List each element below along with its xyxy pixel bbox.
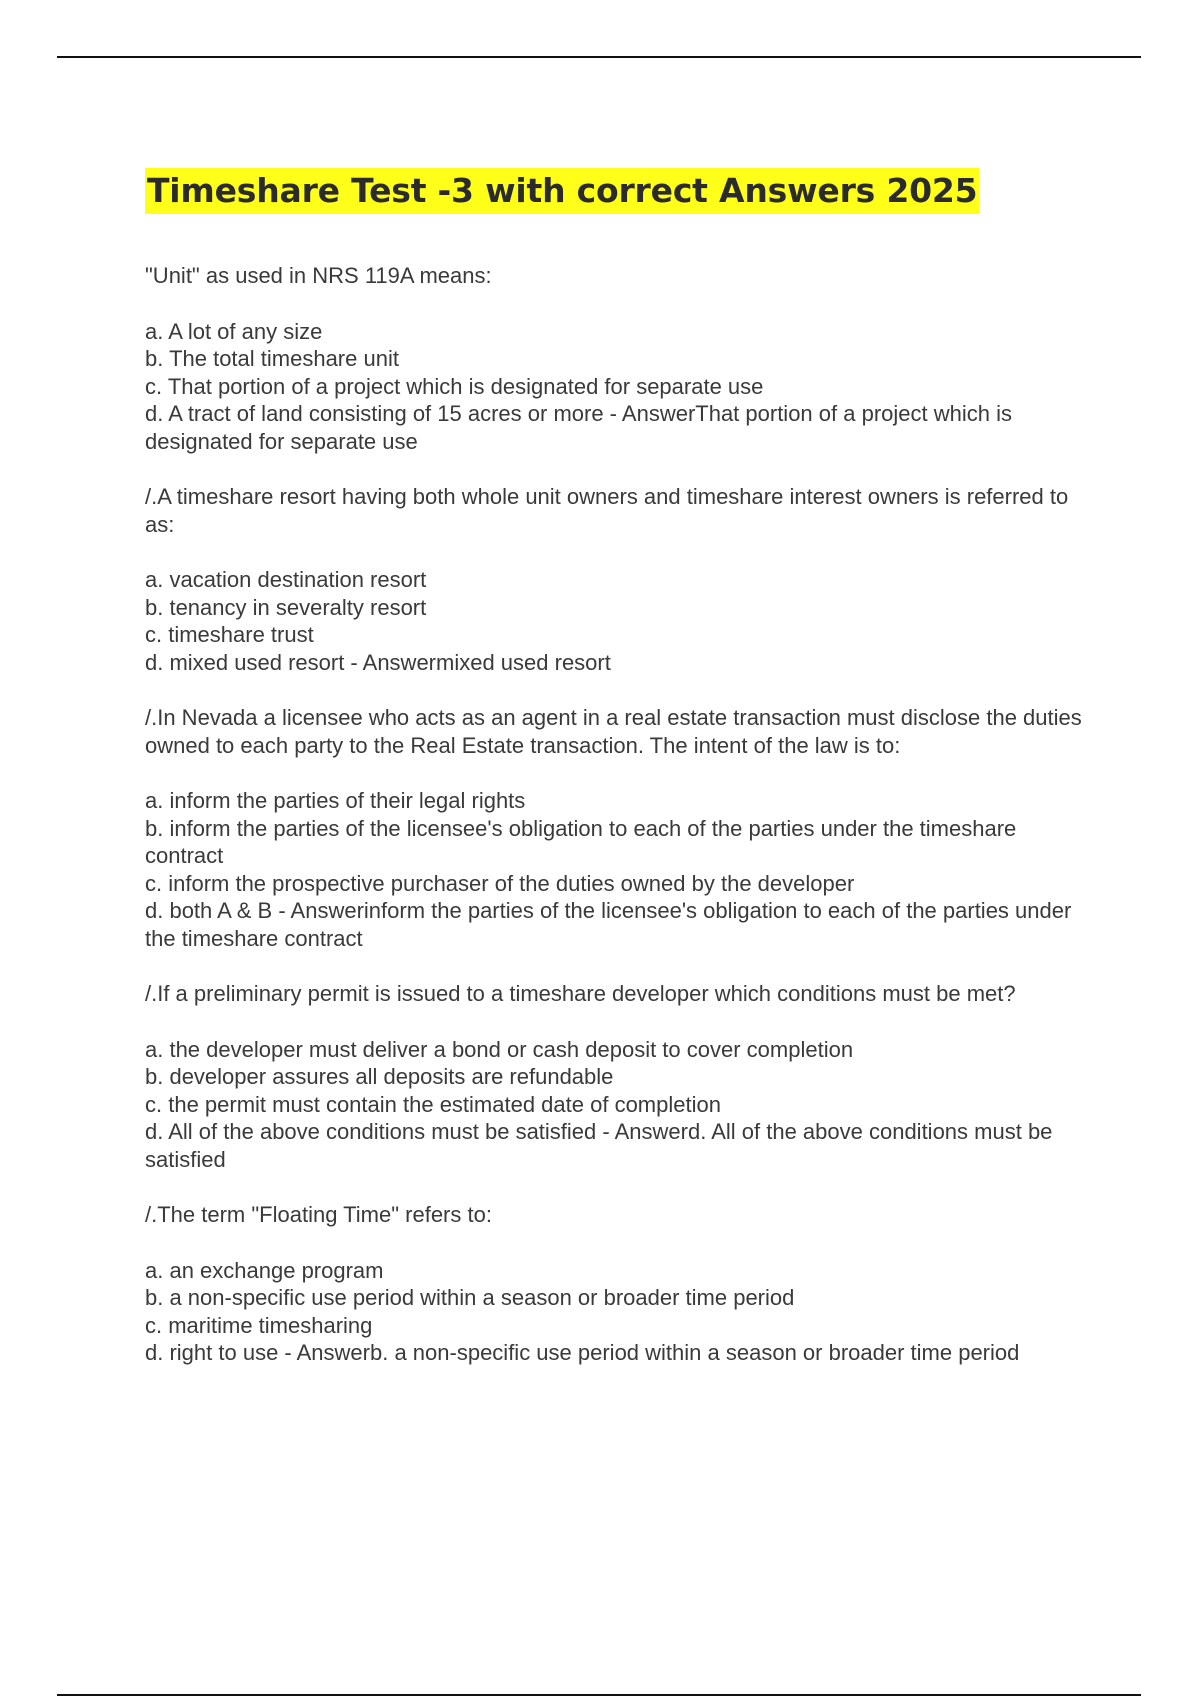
question-text: /.A timeshare resort having both whole unit owners and timeshare interest owners is referred to as:: [145, 484, 1069, 537]
option-item: d. A tract of land consisting of 15 acres or more - AnswerThat portion of a project which is designated for separate use: [145, 401, 1012, 454]
option-item: c. the permit must contain the estimated date of completion: [145, 1091, 721, 1117]
document-title: Timeshare Test -3 with correct Answers 2025: [145, 168, 979, 214]
option-item: c. timeshare trust: [145, 622, 314, 647]
option-item: d. right to use - Answerb. a non-specific use period within a season or broader time period: [145, 1340, 1020, 1365]
option-item: a. A lot of any size: [145, 318, 323, 344]
question-block: [145, 704, 1095, 952]
options-list: [145, 566, 1095, 676]
question-block: [145, 483, 1095, 676]
question-block: [145, 1201, 1095, 1367]
option-item: c. inform the prospective purchaser of the duties owned by the developer: [145, 870, 855, 896]
option-item: b. tenancy in severalty resort: [145, 594, 427, 620]
option-item: a. the developer must deliver a bond or cash deposit to cover completion: [145, 1036, 854, 1062]
bottom-divider: [57, 1694, 1141, 1696]
option-item: a. inform the parties of their legal rights: [145, 788, 526, 813]
option-item: d. both A & B - Answerinform the parties of the licensee's obligation to each of the parties under the timeshare contract: [145, 898, 1072, 951]
option-item: c. maritime timesharing: [145, 1312, 373, 1338]
question-block: [145, 262, 1095, 455]
option-item: b. a non-specific use period within a season or broader time period: [145, 1285, 795, 1310]
option-item: d. All of the above conditions must be satisfied - Answerd. All of the above conditions must be satisfied: [145, 1119, 1053, 1172]
question-text: /.The term "Floating Time" refers to:: [145, 1202, 492, 1227]
option-item: b. inform the parties of the licensee's obligation to each of the parties under the timeshare contract: [145, 815, 1017, 868]
options-list: [145, 1036, 1095, 1174]
question-text: "Unit" as used in NRS 119A means:: [145, 263, 492, 288]
question-text: /.If a preliminary permit is issued to a timeshare developer which conditions must be met?: [145, 981, 1016, 1006]
top-divider: [57, 56, 1141, 58]
document-body: [145, 168, 1095, 1395]
option-item: b. developer assures all deposits are refundable: [145, 1064, 614, 1089]
question-block: [145, 980, 1095, 1173]
option-item: b. The total timeshare unit: [145, 346, 399, 371]
options-list: [145, 787, 1095, 952]
options-list: [145, 318, 1095, 456]
option-item: d. mixed used resort - Answermixed used resort: [145, 649, 611, 675]
question-text: /.In Nevada a licensee who acts as an agent in a real estate transaction must disclose the duties owned to each party to the Real Estate transaction. The intent of the law is to:: [145, 705, 1082, 758]
option-item: a. vacation destination resort: [145, 567, 427, 592]
options-list: [145, 1257, 1095, 1367]
option-item: c. That portion of a project which is designated for separate use: [145, 373, 764, 399]
option-item: a. an exchange program: [145, 1257, 384, 1283]
